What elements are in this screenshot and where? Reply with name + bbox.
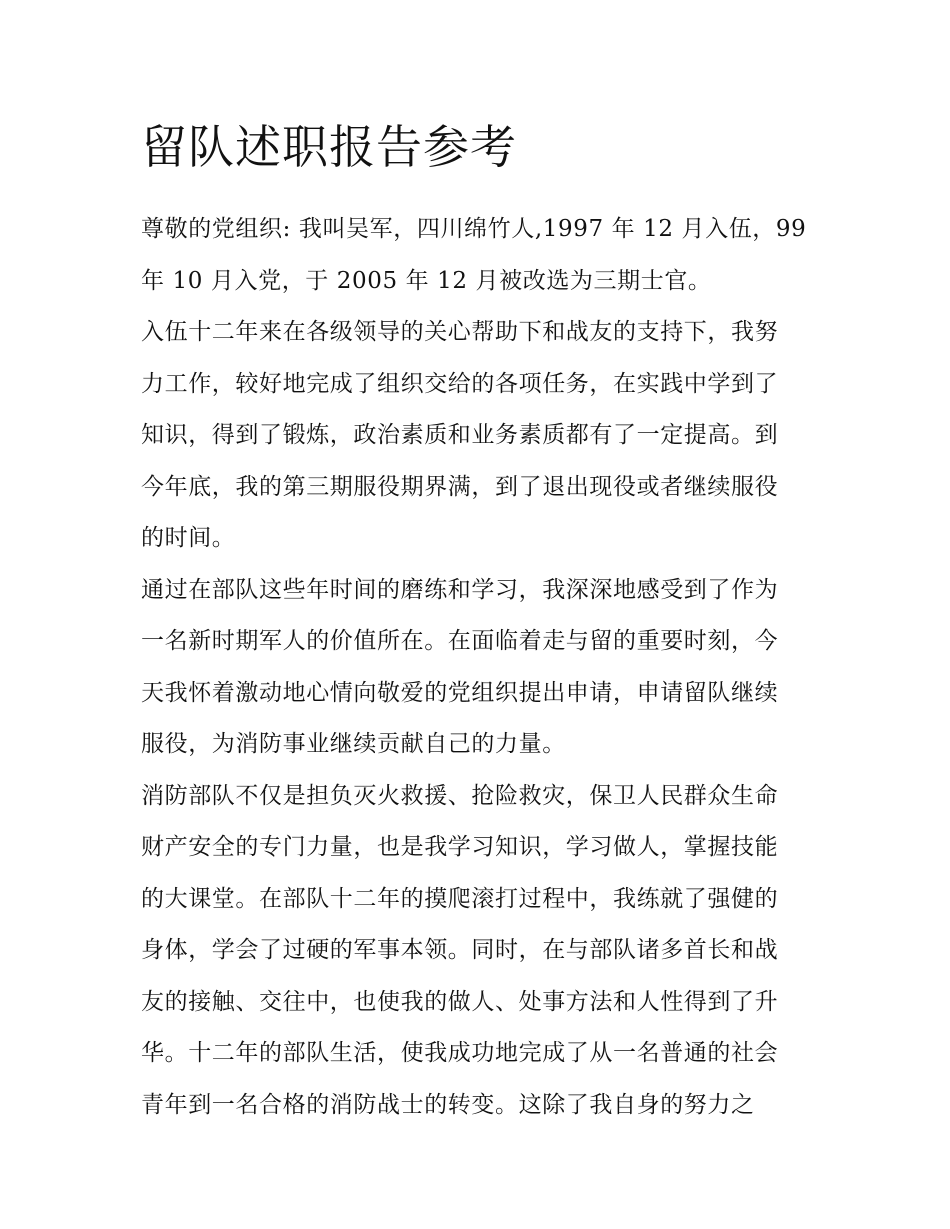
text-line: 服役，为消防事业继续贡献自己的力量。 bbox=[141, 731, 566, 757]
text-line: 今年底，我的第三期服役期界满，到了退出现役或者继续服役 bbox=[141, 473, 779, 500]
paragraph-service-summary bbox=[141, 307, 813, 565]
text-line: 天我怀着激动地心情向敬爱的党组织提出申请，申请留队继续 bbox=[141, 679, 779, 706]
text-line: 一名新时期军人的价值所在。在面临着走与留的重要时刻，今 bbox=[141, 628, 779, 654]
text-line: 力工作，较好地完成了组织交给的各项任务，在实践中学到了 bbox=[141, 370, 779, 397]
document-title: 留队述职报告参考 bbox=[141, 120, 517, 174]
text-line: 知识，得到了锻炼，政治素质和业务素质都有了一定提高。到 bbox=[141, 422, 779, 448]
document-body bbox=[141, 112, 813, 1131]
text-line: 华。十二年的部队生活，使我成功地完成了从一名普通的社会 bbox=[141, 1040, 779, 1066]
text-line: 友的接触、交往中，也使我的做人、处事方法和人性得到了升 bbox=[141, 988, 779, 1015]
text-line: 消防部队不仅是担负灭火救援、抢险救灾，保卫人民群众生命 bbox=[141, 782, 779, 809]
text-line: 身体，学会了过硬的军事本领。同时，在与部队诸多首长和战 bbox=[141, 937, 779, 963]
text-line: 通过在部队这些年时间的磨练和学习，我深深地感受到了作为 bbox=[141, 576, 779, 603]
text-line: 的时间。 bbox=[141, 525, 236, 551]
paragraph-application bbox=[141, 565, 813, 771]
text-line: 尊敬的党组织: 我叫吴军，四川绵竹人,1997 年 12 月入伍，99 bbox=[141, 216, 807, 242]
text-line: 年 10 月入党，于 2005 年 12 月被改选为三期士官。 bbox=[141, 267, 712, 294]
text-line: 青年到一名合格的消防战士的转变。这除了我自身的努力之 bbox=[141, 1091, 755, 1118]
text-line: 的大课堂。在部队十二年的摸爬滚打过程中，我练就了强健的 bbox=[141, 885, 779, 912]
paragraph-intro bbox=[141, 204, 813, 307]
text-line: 入伍十二年来在各级领导的关心帮助下和战友的支持下，我努 bbox=[141, 319, 779, 345]
text-line: 财产安全的专门力量，也是我学习知识，学习做人，掌握技能 bbox=[141, 834, 779, 860]
paragraph-experience bbox=[141, 771, 813, 1132]
